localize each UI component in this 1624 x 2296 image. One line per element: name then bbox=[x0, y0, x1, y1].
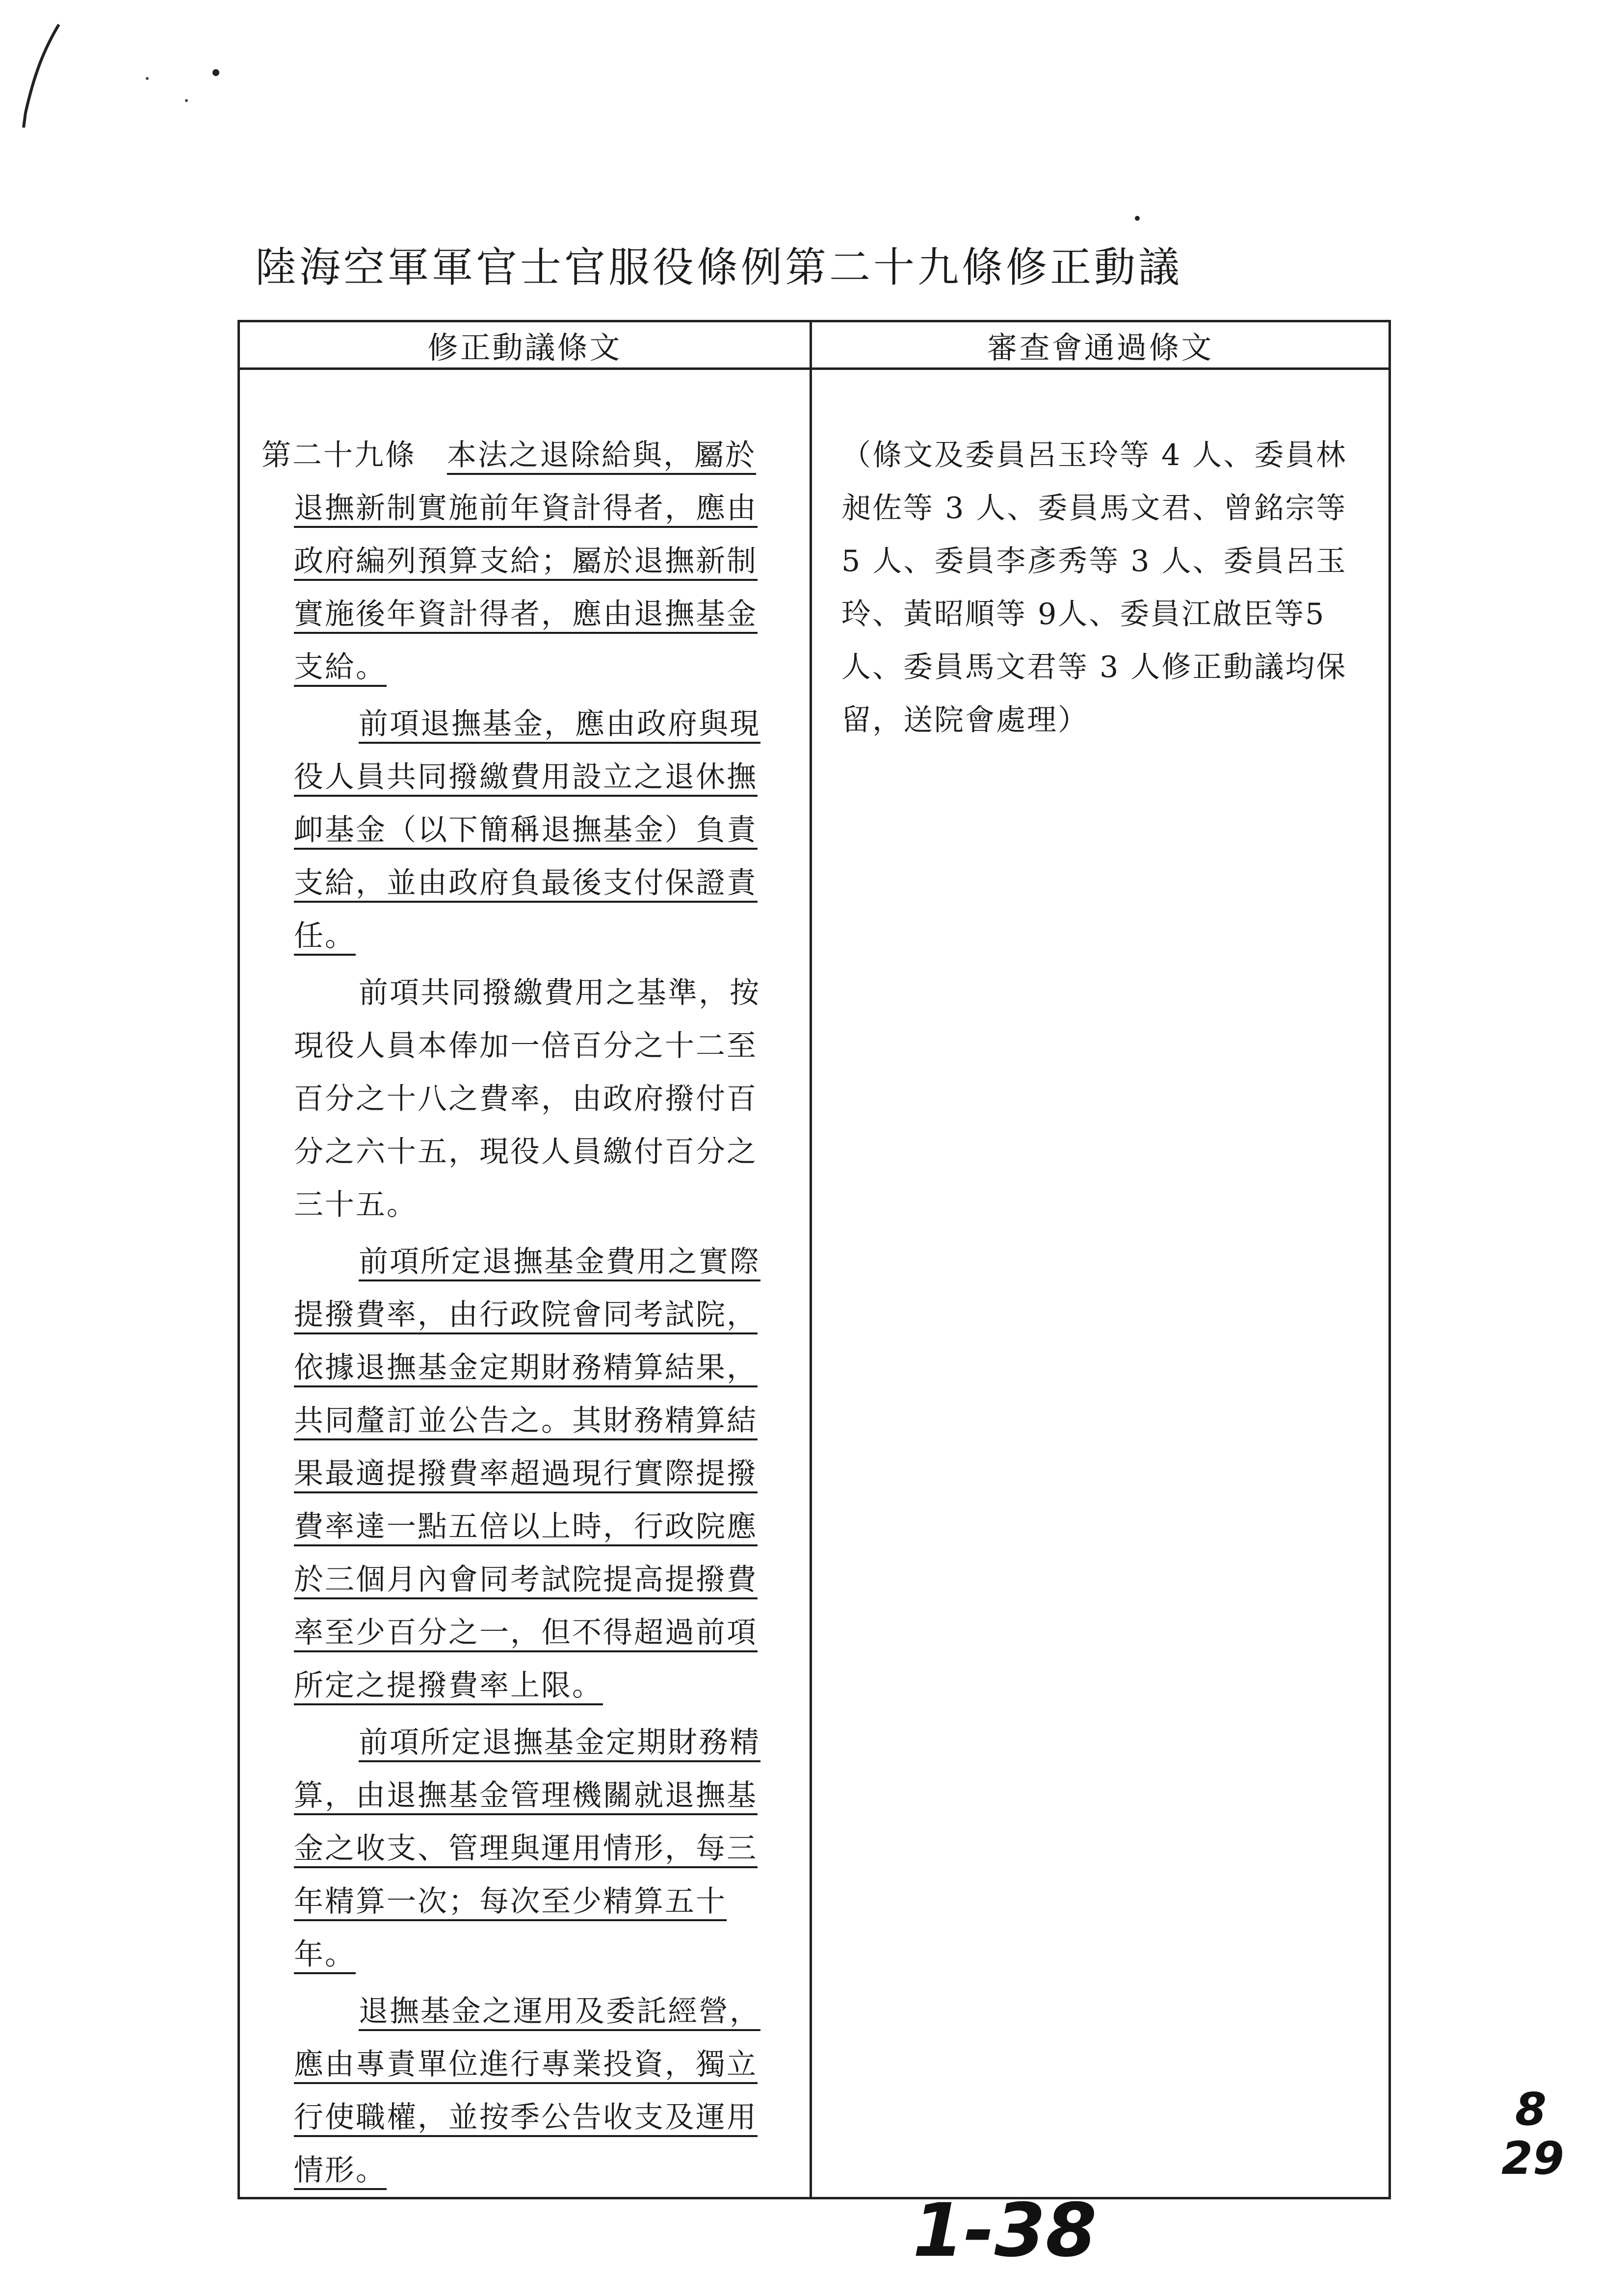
article-paragraph-3 bbox=[262, 966, 785, 1231]
article-paragraph-4 bbox=[262, 1235, 785, 1712]
committee-reservation-note: （條文及委員呂玉玲等 4 人、委員林昶佐等 3 人、委員馬文君、曾銘宗等5 人、委員李彥秀等 3 人、委員呂玉玲、黃昭順等 9人、委員江啟臣等5 人、委員馬文君等 3 人修正動議均保留，送院會處理） bbox=[841, 438, 1347, 737]
side-code-bottom: 29 bbox=[1501, 2132, 1565, 2185]
article-label: 第二十九條 bbox=[262, 438, 416, 472]
scan-dot bbox=[146, 77, 149, 80]
paragraph-4-text: 前項所定退撫基金費用之實際提撥費率，由行政院會同考試院，依據退撫基金定期財務精算結果，共同釐訂並公告之。其財務精算結果最適提撥費率超過現行實際提撥費率達一點五倍以上時，行政院應於三個月內會同考試院提高提撥費率至少百分之一，但不得超過前項所定之提撥費率上限。 bbox=[294, 1245, 760, 1703]
paragraph-5-text: 前項所定退撫基金定期財務精算，由退撫基金管理機關就退撫基金之收支、管理與運用情形，每三年精算一次；每次至少精算五十年。 bbox=[294, 1725, 760, 1972]
table-body-row bbox=[239, 369, 1390, 2198]
document-title: 陸海空軍軍官士官服役條例第二十九條修正動議 bbox=[255, 243, 1183, 291]
scan-dot bbox=[1135, 216, 1140, 221]
handwritten-page-number: 1-38 bbox=[913, 2188, 1097, 2273]
header-committee-text: 審查會通過條文 bbox=[811, 321, 1390, 369]
article-paragraph-6 bbox=[262, 1985, 785, 2197]
article-paragraph-5 bbox=[262, 1716, 785, 1981]
paragraph-6-text: 退撫基金之運用及委託經營，應由專責單位進行專業投資，獨立行使職權，並按季公告收支及運用情形。 bbox=[294, 1994, 760, 2188]
article-paragraph-2 bbox=[262, 698, 785, 963]
side-code-top: 8 bbox=[1515, 2083, 1546, 2136]
table-header-row bbox=[239, 321, 1390, 369]
article-paragraph-1 bbox=[262, 429, 785, 694]
paragraph-3-text: 前項共同撥繳費用之基準，按現役人員本俸加一倍百分之十二至百分之十八之費率，由政府撥付百分之六十五，現役人員繳付百分之三十五。 bbox=[294, 976, 760, 1222]
amendment-text-cell bbox=[239, 369, 811, 2198]
paragraph-2-text: 前項退撫基金，應由政府與現役人員共同撥繳費用設立之退休撫卹基金（以下簡稱退撫基金）負責支給，並由政府負最後支付保證責任。 bbox=[294, 707, 760, 953]
handwritten-side-code bbox=[1501, 2083, 1565, 2185]
header-amendment-text: 修正動議條文 bbox=[239, 321, 811, 369]
amendment-table bbox=[237, 320, 1391, 2199]
scan-dot bbox=[212, 69, 219, 76]
corner-pen-stroke bbox=[24, 25, 59, 128]
paragraph-1-text: 本法之退除給與，屬於退撫新制實施前年資計得者，應由政府編列預算支給；屬於退撫新制實施後年資計得者，應由退撫基金支給。 bbox=[294, 438, 758, 684]
committee-text-cell bbox=[811, 369, 1390, 2198]
scan-dot bbox=[185, 99, 188, 102]
